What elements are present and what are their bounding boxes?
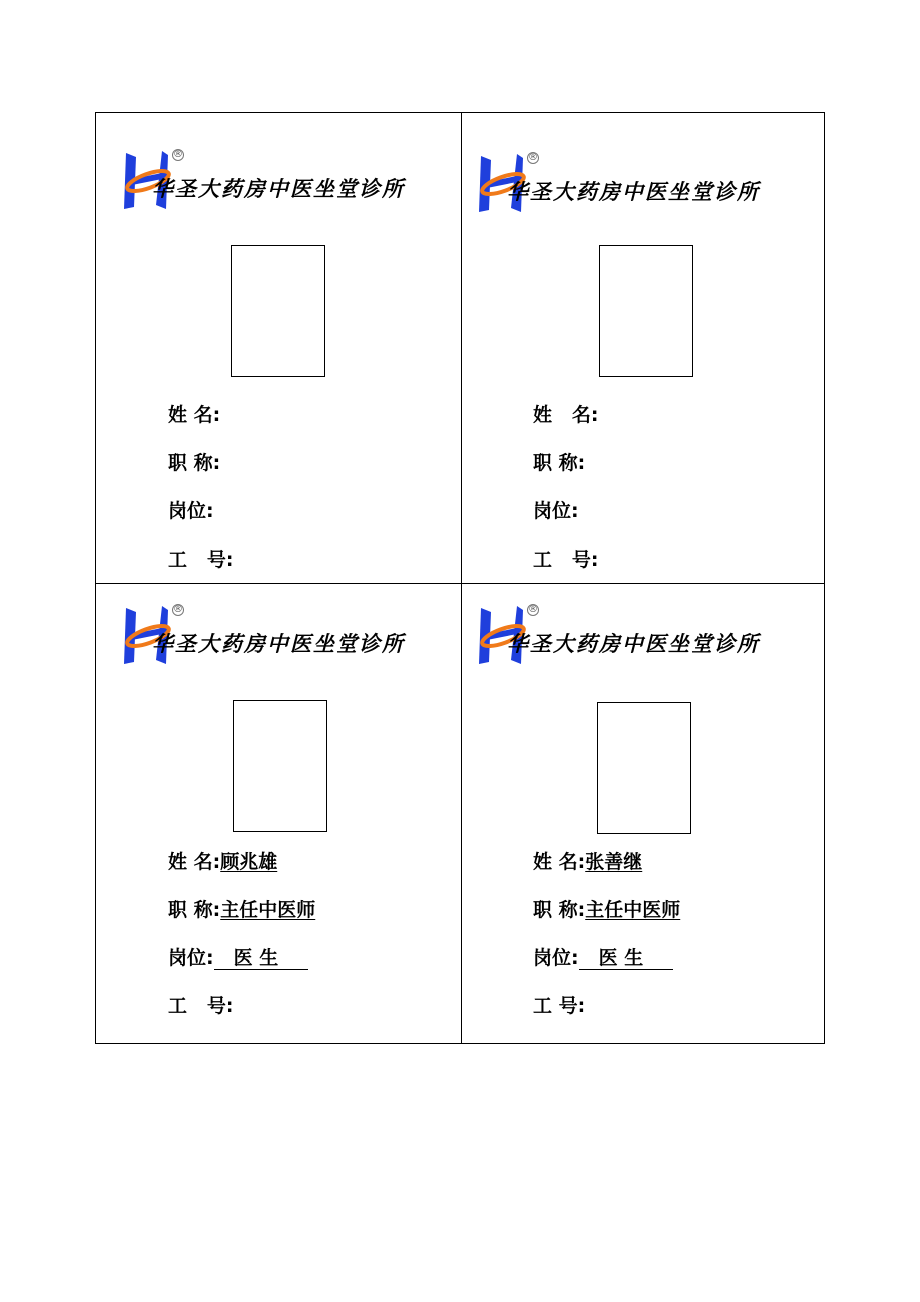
field-post: 岗位: 医 生 [168, 946, 308, 970]
brand-header [122, 147, 422, 211]
field-name: 姓 名:顾兆雄 [168, 851, 278, 873]
field-post: 岗位: [168, 500, 214, 522]
badge-card-3 [96, 584, 460, 1044]
clinic-name: 华圣大药房中医坐堂诊所 [507, 179, 760, 204]
brand-header [477, 602, 777, 666]
field-id: 工 号: [533, 549, 599, 571]
registered-mark: ® [528, 604, 538, 615]
badge-card-4 [461, 584, 825, 1044]
field-name: 姓 名: [533, 404, 599, 426]
photo-frame [233, 700, 327, 832]
field-title: 职 称: [533, 452, 586, 474]
field-title: 职 称:主任中医师 [533, 899, 681, 921]
field-post: 岗位: [533, 500, 579, 522]
brand-header [122, 602, 422, 666]
clinic-name: 华圣大药房中医坐堂诊所 [507, 631, 760, 656]
brand-header [477, 150, 777, 214]
badge-card-2 [461, 113, 825, 583]
registered-mark: ® [528, 152, 538, 163]
field-id: 工 号: [168, 549, 234, 571]
field-id: 工 号: [168, 995, 234, 1017]
clinic-name: 华圣大药房中医坐堂诊所 [152, 631, 405, 656]
field-name: 姓 名: [168, 404, 221, 426]
badge-card-1 [96, 113, 460, 583]
field-id: 工 号: [533, 995, 586, 1017]
registered-mark: ® [173, 604, 183, 615]
field-name: 姓 名:张善继 [533, 851, 643, 873]
clinic-name: 华圣大药房中医坐堂诊所 [152, 176, 405, 201]
photo-frame [231, 245, 325, 377]
registered-mark: ® [173, 149, 183, 160]
badge-sheet [95, 112, 825, 1044]
photo-frame [597, 702, 691, 834]
field-post: 岗位: 医 生 [533, 946, 673, 970]
photo-frame [599, 245, 693, 377]
field-title: 职 称: [168, 452, 221, 474]
field-title: 职 称:主任中医师 [168, 899, 316, 921]
